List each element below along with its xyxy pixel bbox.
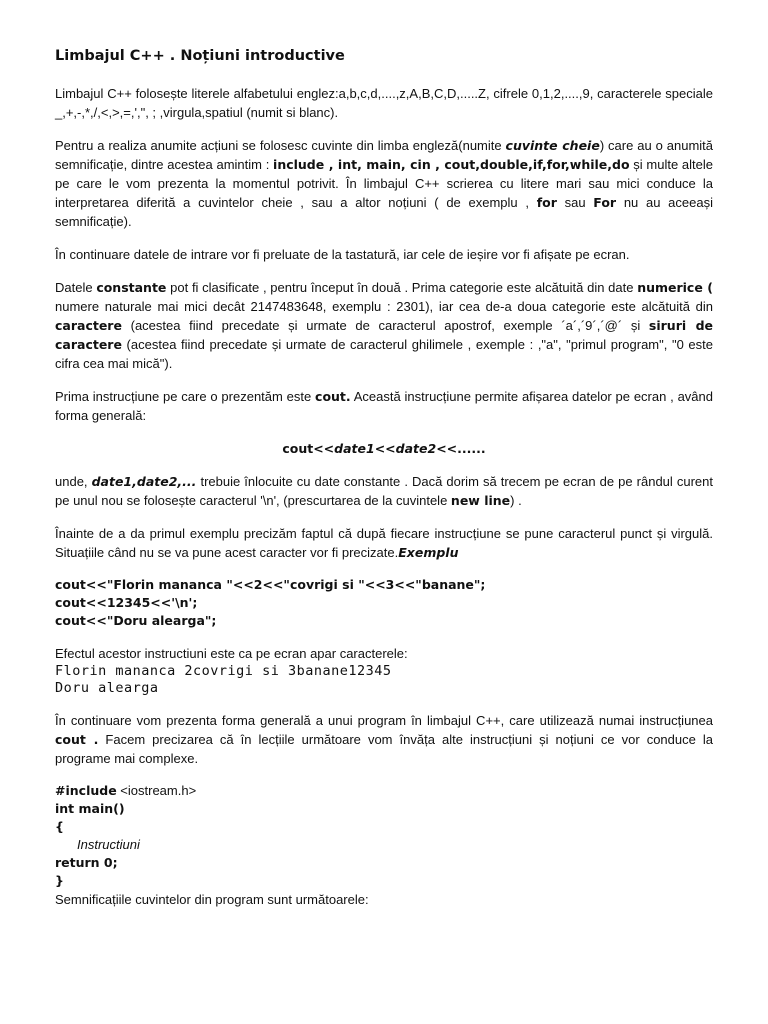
formula-part: date2 xyxy=(395,441,437,456)
text-run: Înainte de a da primul exemplu precizăm faptul că după fiecare instrucțiune se pune caracterul punct și virgulă. Situațiile când nu se va pune acest caracter vor fi precizate. xyxy=(55,526,713,560)
code-line: cout<<12345<<'\n'; xyxy=(55,595,198,610)
text-run: ) care au o anumită semnificație, dintre acestea amintim : xyxy=(55,138,714,172)
paragraph-effect: Efectul acestor instructiuni este ca pe ecran apar caracterele: xyxy=(55,646,408,661)
page-title: Limbajul C++ . Noțiuni introductive xyxy=(55,48,345,64)
code-line-main: int main() xyxy=(55,801,125,816)
keyword-list: include , int, main, cin , cout,double,if,for,while,do xyxy=(273,157,630,172)
paragraph-program-intro xyxy=(55,711,713,768)
cout-general-form xyxy=(55,439,713,458)
paragraph-semicolon xyxy=(55,524,713,562)
formula-part: << xyxy=(374,441,396,456)
text-run: (acestea fiind precedate și urmate de caracterul apostrof, exemple ´a´,´9´,´@´ și xyxy=(121,318,649,333)
keyword-for: for xyxy=(536,195,557,210)
text-run: Datele xyxy=(55,280,97,295)
text-run: ) . xyxy=(510,493,522,508)
paragraph-meanings: Semnificațiile cuvintelor din program sunt următoarele: xyxy=(55,892,369,907)
term-exemplu: Exemplu xyxy=(398,545,459,560)
text-run: trebuie înlocuite cu date constante . Dacă dorim să trecem pe ecran de pe rândul curent pe unul nou se folosește caracterul '\n', (prescurtarea de la cuvintele xyxy=(55,474,713,508)
program-template xyxy=(55,782,713,890)
text-run: Pentru a realiza anumite acțiuni se folosesc cuvinte din limba engleză(numite xyxy=(55,138,506,153)
paragraph-constants xyxy=(55,278,713,373)
term-cout: cout. xyxy=(315,389,351,404)
paragraph-alphabet: Limbajul C++ folosește literele alfabetului englez:a,b,c,d,....,z,A,B,C,D,.....Z, cifrele 0,1,2,....,9, caracterele speciale _,+,-,*,/,<,>,=,',", ; ,virgula,spatiul (numit si blanc). xyxy=(55,86,713,120)
screen-output xyxy=(55,663,713,697)
formula-part: cout<< xyxy=(282,441,335,456)
text-run: În continuare vom prezenta forma generală a unui program în limbajul C++, care utilizează numai instrucțiunea xyxy=(55,713,713,728)
document-page xyxy=(55,48,713,909)
text-run: sau xyxy=(556,195,594,210)
code-line-return: return 0; xyxy=(55,855,118,870)
paragraph-newline xyxy=(55,472,713,510)
include-keyword: #include xyxy=(55,783,117,798)
output-line: Doru alearga xyxy=(55,680,159,696)
text-run: numere naturale mai mici decât 2147483648, exemplu : 2301), iar cea de-a doua categorie este alcătuită din xyxy=(55,299,713,314)
term-cuvinte-cheie: cuvinte cheie xyxy=(505,138,600,153)
text-run: Facem precizarea că în lecțiile următoare vom învăța alte instrucțiuni și noțiuni ce vor conduce la programe mai complexe. xyxy=(55,732,713,766)
text-run: unde, xyxy=(55,474,92,489)
term-new-line: new line xyxy=(450,493,511,508)
text-run: Această instrucțiune permite afișarea datelor pe ecran , având forma generală: xyxy=(55,389,713,423)
term-numerice: numerice ( xyxy=(637,280,713,295)
formula-part: date1 xyxy=(334,441,375,456)
text-run: și multe altele pe care le vom prezenta la momentul potrivit. În limbajul C++ scrierea cu litere mari sau mici conduce la interpretarea diferită a cuvintelor cheie , sau a altor noțiuni ( de exemplu , xyxy=(55,157,713,210)
paragraph-cout xyxy=(55,387,713,425)
code-line: cout<<"Florin mananca "<<2<<"covrigi si "<<3<<"banane"; xyxy=(55,577,486,592)
paragraph-io: În continuare datele de intrare vor fi preluate de la tastatură, iar cele de ieșire vor fi afișate pe ecran. xyxy=(55,247,630,262)
term-siruri: siruri de caractere xyxy=(55,318,713,352)
code-line-close-brace: } xyxy=(55,873,64,888)
formula-part: <<...... xyxy=(436,441,486,456)
code-line-open-brace: { xyxy=(55,819,64,834)
text-run: (acestea fiind precedate și urmate de caracterul ghilimele , exemple : ,"a", "primul program", "0 este cifra cea mai mică"). xyxy=(55,337,713,371)
code-example xyxy=(55,576,713,630)
term-constante: constante xyxy=(96,280,167,295)
text-run: nu au aceeași semnificație). xyxy=(55,195,713,229)
paragraph-keywords xyxy=(55,136,713,231)
keyword-For: For xyxy=(593,195,617,210)
code-line-body: Instructiuni xyxy=(77,837,140,852)
term-date: date1,date2,... xyxy=(91,474,197,489)
output-line: Florin mananca 2covrigi si 3banane12345 xyxy=(55,663,392,679)
code-line-include xyxy=(55,782,713,800)
code-line: cout<<"Doru alearga"; xyxy=(55,613,217,628)
term-caractere: caractere xyxy=(55,318,122,333)
include-argument: <iostream.h> xyxy=(116,783,197,798)
text-run: Prima instrucțiune pe care o prezentăm este xyxy=(55,389,316,404)
text-run: pot fi clasificate , pentru început în două . Prima categorie este alcătuită din date xyxy=(166,280,638,295)
term-cout: cout . xyxy=(55,732,99,747)
